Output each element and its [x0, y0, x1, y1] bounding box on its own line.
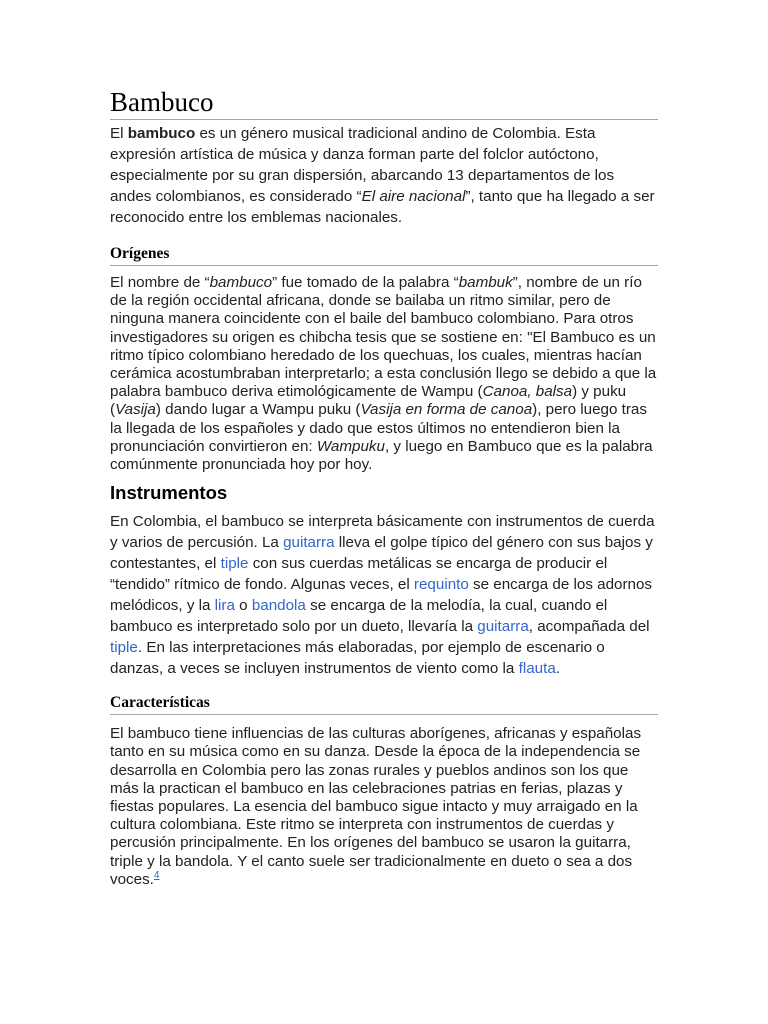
link-requinto[interactable]: requinto [413, 576, 469, 594]
link-lira[interactable]: lira [214, 597, 235, 615]
link-guitarra-2[interactable]: guitarra [477, 618, 529, 636]
reference-marker [154, 870, 160, 881]
link-bandola[interactable]: bandola [251, 597, 306, 615]
intro-bold-term: bambuco [127, 125, 196, 142]
link-tiple[interactable]: tiple [220, 555, 249, 573]
section-heading-caracteristicas: Características [110, 693, 658, 715]
intro-italic-term: El aire nacional [361, 188, 466, 205]
reference-link[interactable]: 4 [153, 869, 160, 881]
intro-paragraph: El bambuco es un género musical tradicional andino de Colombia. Esta expresión artística de música y danza forman parte del folclor autóctono, especialmente por su gran dispersión, abarcando 13 departamentos de los andes colombianos, es considerado “El aire nacional”, tanto que ha llegado a ser reconocido entre los emblemas nacionales. [110, 125, 655, 226]
origenes-paragraph: El nombre de “bambuco” fue tomado de la palabra “bambuk”, nombre de un río de la región occidental africana, donde se bailaba un ritmo similar, pero de ninguna manera coincidente con el baile del bambuco colombiano. Para otros investigadores su origen es chibcha tesis que se sostiene en: "El Bambuco es un ritmo típico colombiano heredado de los quechuas, los cuales, mientras hacían cerámica acostumbraban interpretarlo; a esta conclusión llego se debido a que la palabra bambuco deriva etimológicamente de Wampu (Canoa, balsa) y puku (Vasija) dando lugar a Wampu puku (Vasija en forma de canoa), pero luego tras la llegada de los españoles y dado que estos últimos no entendieron bien la pronunciación convirtieron en: Wampuku, y luego en Bambuco que es la palabra comúnmente pronunciada hoy por hoy. [110, 274, 657, 474]
link-flauta[interactable]: flauta [518, 660, 556, 678]
section-heading-instrumentos: Instrumentos [110, 482, 228, 504]
instrumentos-paragraph: En Colombia, el bambuco se interpreta básicamente con instrumentos de cuerda y varios de percusión. La guitarra lleva el golpe típico del género con sus bajos y contestantes, el tiple con sus cuerdas metálicas se encarga de producir el “tendido” rítmico de fondo. Algunas veces, el requinto se encarga de los adornos melódicos, y la lira o bandola se encarga de la melodía, la cual, cuando el bambuco es interpretado solo por un dueto, llevaría la guitarra, acompañada del tiple. En las interpretaciones más elaboradas, por ejemplo de escenario o danzas, a veces se incluyen instrumentos de viento como la flauta. [110, 513, 655, 678]
article [110, 80, 658, 889]
link-tiple-2[interactable]: tiple [110, 639, 138, 657]
caracteristicas-paragraph: El bambuco tiene influencias de las culturas aborígenes, africanas y españolas tanto en su música como en su danza. Desde la época de la independencia se desarrolla en Colombia pero las zonas rurales y pueblos andinos son los que más la practican el bambuco en las celebraciones patrias en ferias, plazas y fiestas populares. La esencia del bambuco sigue intacto y muy arraigado en la cultura colombiana. Este ritmo se interpreta con instrumentos de cuerdas y percusión principalmente. En los orígenes del bambuco se usaron la guitarra, triple y la bandola. Y el canto suele ser tradicionalmente en dueto o sea a dos voces.$^4$ [110, 725, 642, 888]
link-guitarra[interactable]: guitarra [283, 534, 335, 552]
section-heading-origenes: Orígenes [110, 244, 658, 266]
page-title: Bambuco [110, 86, 658, 120]
